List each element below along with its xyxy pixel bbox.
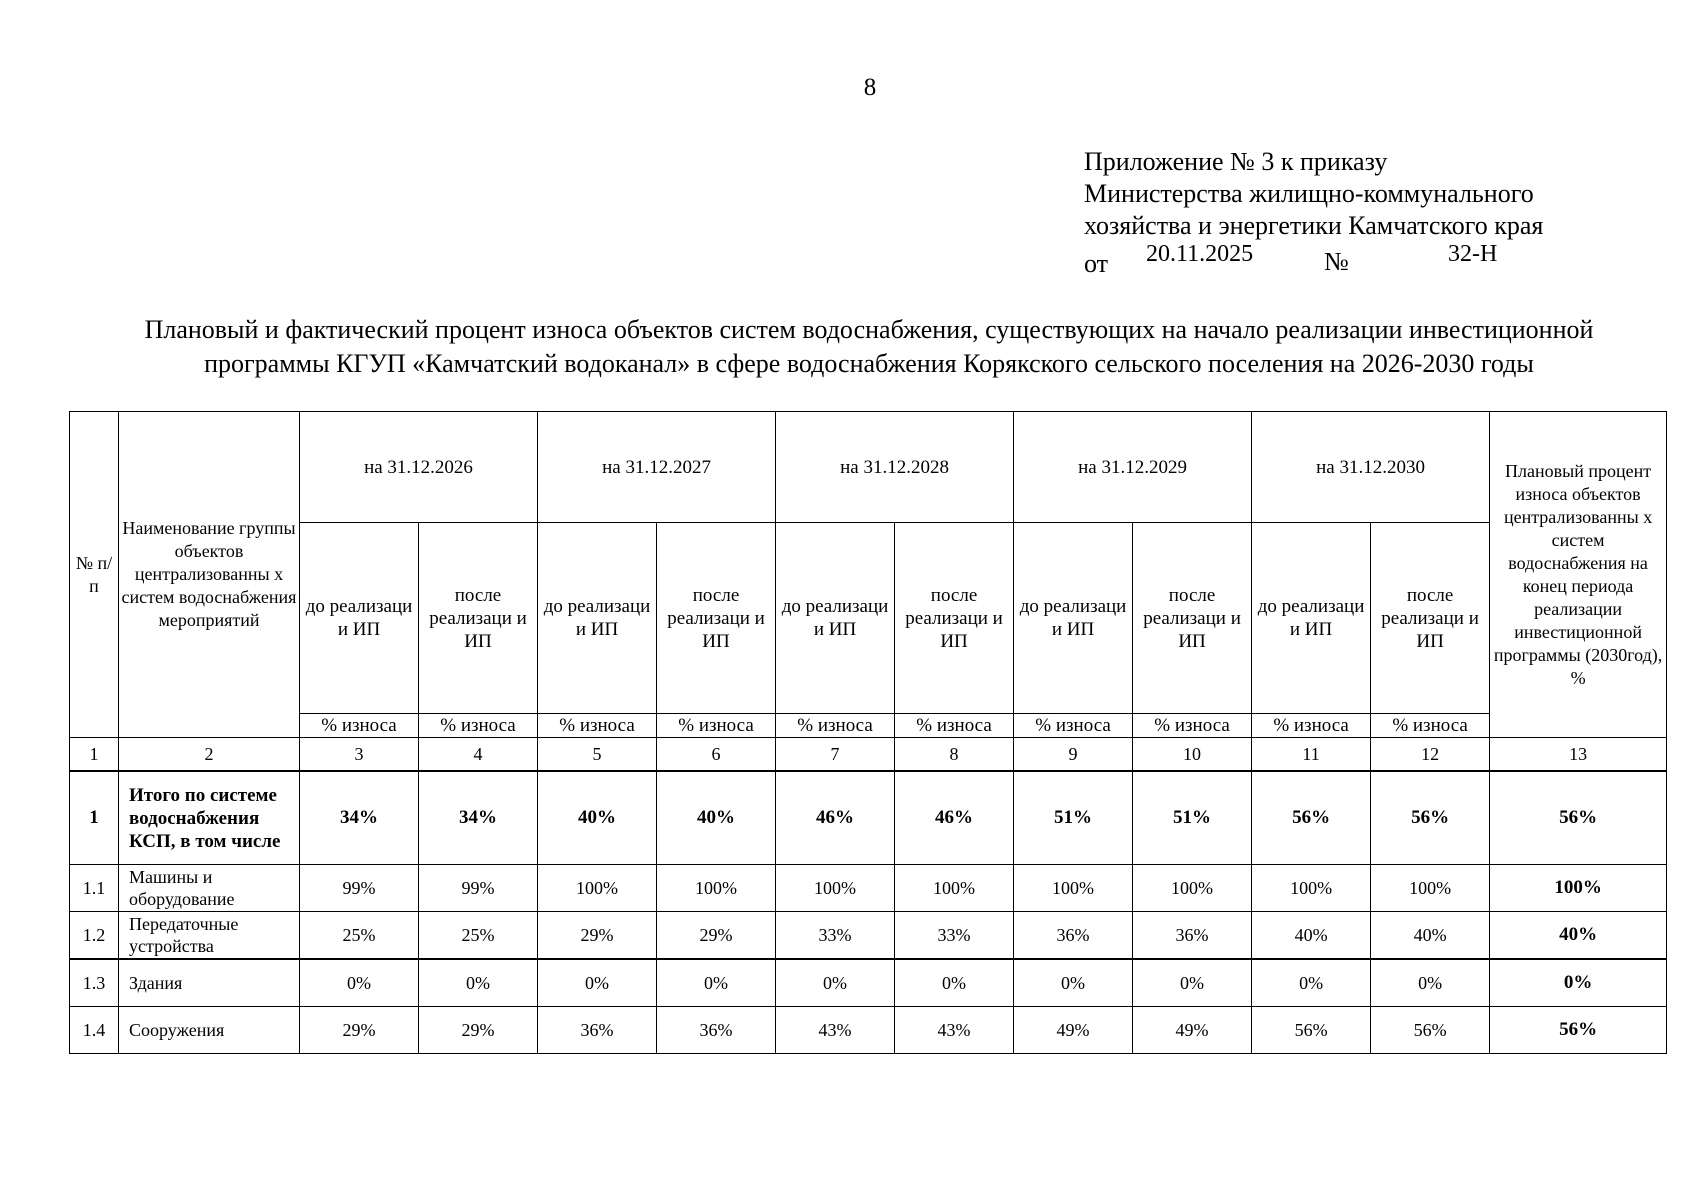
appendix-line-2: Министерства жилищно-коммунального bbox=[1084, 179, 1534, 208]
wear-value-cell: 100% bbox=[1252, 865, 1371, 912]
wear-value-cell: 100% bbox=[657, 865, 776, 912]
title-line-1: Плановый и фактический процент износа объектов систем водоснабжения, существующих на начало реализации инвестиционной bbox=[144, 315, 1594, 344]
final-planned-value: 100% bbox=[1490, 865, 1667, 912]
wear-value-cell: 56% bbox=[1371, 1007, 1490, 1054]
ot-label: от bbox=[1084, 249, 1109, 278]
wear-table bbox=[69, 411, 1667, 1054]
column-number: 2 bbox=[119, 738, 300, 772]
column-number: 3 bbox=[300, 738, 419, 772]
header-year-2030: на 31.12.2030 bbox=[1252, 412, 1490, 523]
total-row bbox=[70, 771, 1667, 865]
header-final-planned: Плановый процент износа объектов централизованны х систем водоснабжения на конец периода реализации инвестиционной программы (2030год), % bbox=[1490, 412, 1667, 738]
header-before: до реализаци и ИП bbox=[538, 523, 657, 714]
header-year-2027: на 31.12.2027 bbox=[538, 412, 776, 523]
wear-value-cell: 100% bbox=[776, 865, 895, 912]
header-pct: % износа bbox=[1371, 714, 1490, 738]
wear-value-cell: 40% bbox=[657, 771, 776, 865]
order-number: 32-Н bbox=[1448, 241, 1498, 267]
row-group-name: Сооружения bbox=[119, 1007, 300, 1054]
header-before: до реализаци и ИП bbox=[300, 523, 419, 714]
header-pct: % износа bbox=[419, 714, 538, 738]
wear-value-cell: 34% bbox=[419, 771, 538, 865]
wear-value-cell: 0% bbox=[657, 959, 776, 1007]
final-planned-value: 0% bbox=[1490, 959, 1667, 1007]
table-row bbox=[70, 959, 1667, 1007]
header-pct: % износа bbox=[1252, 714, 1371, 738]
header-year-2029: на 31.12.2029 bbox=[1014, 412, 1252, 523]
wear-value-cell: 33% bbox=[776, 912, 895, 960]
wear-value-cell: 46% bbox=[895, 771, 1014, 865]
wear-value-cell: 36% bbox=[538, 1007, 657, 1054]
wear-value-cell: 43% bbox=[895, 1007, 1014, 1054]
header-pct: % износа bbox=[300, 714, 419, 738]
header-year-2028: на 31.12.2028 bbox=[776, 412, 1014, 523]
column-number: 8 bbox=[895, 738, 1014, 772]
row-number: 1 bbox=[70, 771, 119, 865]
wear-value-cell: 0% bbox=[1252, 959, 1371, 1007]
header-group-name: Наименование группы объектов централизованны х систем водоснабжения мероприятий bbox=[119, 412, 300, 738]
column-number: 6 bbox=[657, 738, 776, 772]
wear-value-cell: 0% bbox=[776, 959, 895, 1007]
column-number: 13 bbox=[1490, 738, 1667, 772]
row-group-name: Передаточные устройства bbox=[119, 912, 300, 960]
wear-value-cell: 99% bbox=[300, 865, 419, 912]
wear-value-cell: 40% bbox=[538, 771, 657, 865]
wear-value-cell: 29% bbox=[657, 912, 776, 960]
row-number: 1.1 bbox=[70, 865, 119, 912]
header-pct: % износа bbox=[1133, 714, 1252, 738]
wear-value-cell: 56% bbox=[1371, 771, 1490, 865]
row-group-name: Машины и оборудование bbox=[119, 865, 300, 912]
wear-value-cell: 36% bbox=[1014, 912, 1133, 960]
header-after: после реализаци и ИП bbox=[419, 523, 538, 714]
wear-value-cell: 100% bbox=[1371, 865, 1490, 912]
wear-value-cell: 0% bbox=[300, 959, 419, 1007]
wear-value-cell: 29% bbox=[538, 912, 657, 960]
wear-value-cell: 0% bbox=[1371, 959, 1490, 1007]
header-after: после реализаци и ИП bbox=[895, 523, 1014, 714]
column-number: 1 bbox=[70, 738, 119, 772]
wear-value-cell: 40% bbox=[1252, 912, 1371, 960]
wear-value-cell: 36% bbox=[657, 1007, 776, 1054]
wear-value-cell: 0% bbox=[419, 959, 538, 1007]
final-planned-value: 56% bbox=[1490, 1007, 1667, 1054]
wear-value-cell: 0% bbox=[1014, 959, 1133, 1007]
wear-value-cell: 29% bbox=[300, 1007, 419, 1054]
document-title bbox=[70, 313, 1668, 381]
wear-value-cell: 25% bbox=[419, 912, 538, 960]
wear-value-cell: 51% bbox=[1014, 771, 1133, 865]
header-before: до реализаци и ИП bbox=[776, 523, 895, 714]
row-number: 1.3 bbox=[70, 959, 119, 1007]
wear-value-cell: 100% bbox=[538, 865, 657, 912]
number-label: № bbox=[1324, 247, 1349, 276]
order-date: 20.11.2025 bbox=[1146, 241, 1254, 267]
page-number: 8 bbox=[863, 74, 877, 101]
appendix-line-3: хозяйства и энергетики Камчатского края bbox=[1084, 211, 1544, 240]
wear-value-cell: 51% bbox=[1133, 771, 1252, 865]
wear-value-cell: 56% bbox=[1252, 771, 1371, 865]
column-number: 7 bbox=[776, 738, 895, 772]
wear-value-cell: 46% bbox=[776, 771, 895, 865]
header-pct: % износа bbox=[538, 714, 657, 738]
final-planned-value: 40% bbox=[1490, 912, 1667, 960]
title-line-2: программы КГУП «Камчатский водоканал» в сфере водоснабжения Корякского сельского поселения на 2026-2030 годы bbox=[204, 349, 1534, 378]
header-pct: % износа bbox=[657, 714, 776, 738]
row-number: 1.2 bbox=[70, 912, 119, 960]
header-after: после реализаци и ИП bbox=[657, 523, 776, 714]
header-pct: % износа bbox=[895, 714, 1014, 738]
appendix-block bbox=[1084, 146, 1544, 278]
wear-value-cell: 0% bbox=[895, 959, 1014, 1007]
header-number: № п/п bbox=[70, 412, 119, 738]
appendix-line-1: Приложение № 3 к приказу bbox=[1084, 147, 1388, 176]
wear-value-cell: 36% bbox=[1133, 912, 1252, 960]
wear-value-cell: 34% bbox=[300, 771, 419, 865]
header-after: после реализаци и ИП bbox=[1371, 523, 1490, 714]
wear-value-cell: 56% bbox=[1252, 1007, 1371, 1054]
wear-value-cell: 99% bbox=[419, 865, 538, 912]
column-number: 12 bbox=[1371, 738, 1490, 772]
appendix-date-line bbox=[1084, 241, 1543, 278]
wear-value-cell: 33% bbox=[895, 912, 1014, 960]
wear-value-cell: 43% bbox=[776, 1007, 895, 1054]
header-before: до реализаци и ИП bbox=[1014, 523, 1133, 714]
final-planned-value: 56% bbox=[1490, 771, 1667, 865]
header-before: до реализаци и ИП bbox=[1252, 523, 1371, 714]
wear-value-cell: 0% bbox=[538, 959, 657, 1007]
column-number: 9 bbox=[1014, 738, 1133, 772]
table-row bbox=[70, 865, 1667, 912]
row-group-name: Здания bbox=[119, 959, 300, 1007]
wear-value-cell: 29% bbox=[419, 1007, 538, 1054]
column-number-row bbox=[70, 738, 1667, 772]
wear-value-cell: 49% bbox=[1133, 1007, 1252, 1054]
column-number: 5 bbox=[538, 738, 657, 772]
header-year-2026: на 31.12.2026 bbox=[300, 412, 538, 523]
wear-value-cell: 0% bbox=[1133, 959, 1252, 1007]
wear-value-cell: 100% bbox=[895, 865, 1014, 912]
column-number: 4 bbox=[419, 738, 538, 772]
wear-value-cell: 40% bbox=[1371, 912, 1490, 960]
wear-value-cell: 25% bbox=[300, 912, 419, 960]
header-pct: % износа bbox=[776, 714, 895, 738]
column-number: 10 bbox=[1133, 738, 1252, 772]
table-row bbox=[70, 1007, 1667, 1054]
table-row bbox=[70, 912, 1667, 960]
header-after: после реализаци и ИП bbox=[1133, 523, 1252, 714]
wear-value-cell: 100% bbox=[1014, 865, 1133, 912]
row-group-name: Итого по системе водоснабжения КСП, в том числе bbox=[119, 771, 300, 865]
column-number: 11 bbox=[1252, 738, 1371, 772]
header-pct: % износа bbox=[1014, 714, 1133, 738]
row-number: 1.4 bbox=[70, 1007, 119, 1054]
wear-value-cell: 100% bbox=[1133, 865, 1252, 912]
wear-value-cell: 49% bbox=[1014, 1007, 1133, 1054]
